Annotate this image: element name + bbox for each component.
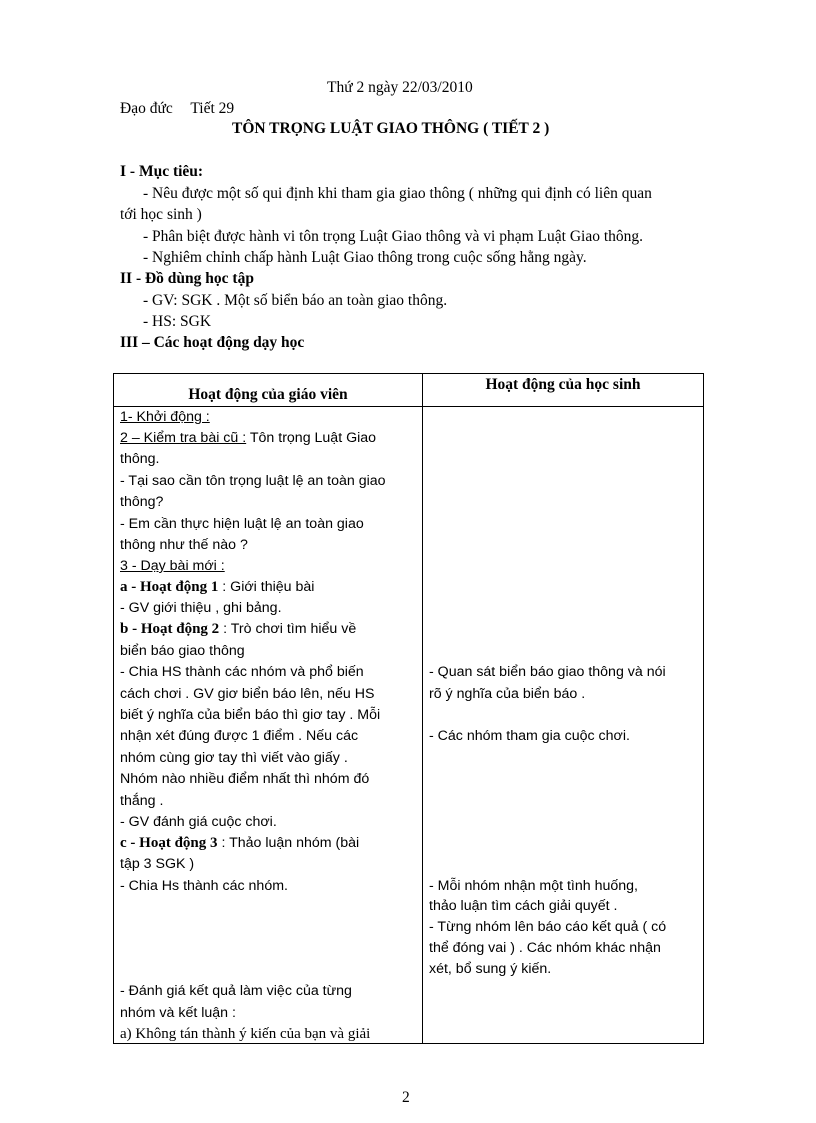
materials-heading: II - Đồ dùng học tập <box>120 270 254 287</box>
activity-desc: : Giới thiệu bài <box>218 579 315 595</box>
teacher-line: - Tại sao cần tôn trọng luật lệ an toàn giao <box>120 473 386 489</box>
teacher-line: nhận xét đúng được 1 điểm . Nếu các <box>120 728 359 744</box>
activity-label: a - Hoạt động 1 <box>120 579 219 595</box>
teacher-line: Nhóm nào nhiều điểm nhất thì nhóm đó <box>120 771 370 787</box>
teacher-line <box>120 835 359 852</box>
student-activities-cell <box>423 407 704 1044</box>
student-line: - Từng nhóm lên báo cáo kết quả ( có <box>429 919 667 935</box>
material-line: - HS: SGK <box>143 313 212 330</box>
teacher-line: tập 3 SGK ) <box>120 856 195 872</box>
subject-name: Đạo đức <box>120 100 173 117</box>
teacher-line <box>120 579 314 596</box>
subject-line <box>120 100 248 118</box>
teacher-line: biết ý nghĩa của biển báo thì giơ tay . Mỗi <box>120 707 381 723</box>
teacher-activities-cell <box>114 407 423 1044</box>
teacher-line: - Đánh giá kết quả làm việc của từng <box>120 983 352 999</box>
teacher-line: 1- Khởi động : <box>120 409 210 425</box>
review-label: 2 – Kiểm tra bài cũ : <box>120 430 247 446</box>
objectives-heading: I - Mục tiêu: <box>120 163 204 180</box>
student-line: xét, bổ sung ý kiến. <box>429 961 552 977</box>
teacher-line: - Chia Hs thành các nhóm. <box>120 878 288 894</box>
material-line: - GV: SGK . Một số biển báo an toàn giao thông. <box>143 292 448 309</box>
teacher-line <box>120 621 356 638</box>
activity-desc: : Trò chơi tìm hiểu về <box>219 621 357 637</box>
student-line: rõ ý nghĩa của biển báo . <box>429 686 586 702</box>
activity-desc: : Thảo luận nhóm (bài <box>217 835 360 851</box>
objective-line: - Nêu được một số qui định khi tham gia giao thông ( những qui định có liên quan <box>143 185 652 202</box>
objective-line: - Nghiêm chỉnh chấp hành Luật Giao thông trong cuộc sống hằng ngày. <box>143 249 587 266</box>
student-line: - Mỗi nhóm nhận một tình huống, <box>429 878 638 894</box>
teacher-line: biển báo giao thông <box>120 643 245 659</box>
page-number: 2 <box>402 1089 410 1106</box>
objective-line: tới học sinh ) <box>120 206 202 223</box>
student-line: - Quan sát biển báo giao thông và nói <box>429 664 666 680</box>
student-line: - Các nhóm tham gia cuộc chơi. <box>429 728 630 744</box>
table-header-row <box>114 374 704 407</box>
teacher-line <box>120 430 376 446</box>
teacher-line: thông? <box>120 494 164 510</box>
teacher-line: a) Không tán thành ý kiến của bạn và giải <box>120 1026 371 1042</box>
teacher-column-header: Hoạt động của giáo viên <box>114 374 423 407</box>
activities-heading: III – Các hoạt động dạy học <box>120 334 305 351</box>
review-topic: Tôn trọng Luật Giao <box>246 430 377 446</box>
student-line: thảo luận tìm cách giải quyết . <box>429 898 618 914</box>
teacher-line: thông. <box>120 451 160 467</box>
teacher-line: cách chơi . GV giơ biển báo lên, nếu HS <box>120 686 375 702</box>
student-column-header: Hoạt động của học sinh <box>423 374 704 407</box>
student-line: thể đóng vai ) . Các nhóm khác nhận <box>429 940 661 956</box>
teacher-line: nhóm cùng giơ tay thì viết vào giấy . <box>120 750 348 766</box>
lesson-title: TÔN TRỌNG LUẬT GIAO THÔNG ( TIẾT 2 ) <box>232 120 550 137</box>
activity-label: c - Hoạt động 3 <box>120 835 218 851</box>
activity-table <box>113 373 704 1044</box>
lesson-period: Tiết 29 <box>190 100 235 117</box>
teacher-line: 3 - Dạy bài mới : <box>120 558 225 574</box>
teacher-line: thắng . <box>120 793 164 809</box>
activity-label: b - Hoạt động 2 <box>120 621 220 637</box>
teacher-line: - Chia HS thành các nhóm và phổ biến <box>120 664 364 680</box>
table-body-row <box>114 407 704 1044</box>
objective-line: - Phân biệt được hành vi tôn trọng Luật Giao thông và vi phạm Luật Giao thông. <box>143 228 644 245</box>
teacher-line: nhóm và kết luận : <box>120 1005 236 1021</box>
teacher-line: - GV giới thiệu , ghi bảng. <box>120 600 282 616</box>
teacher-line: - Em cần thực hiện luật lệ an toàn giao <box>120 516 364 532</box>
teacher-line: - GV đánh giá cuộc chơi. <box>120 814 277 830</box>
lesson-date: Thứ 2 ngày 22/03/2010 <box>327 79 473 96</box>
teacher-line: thông như thế nào ? <box>120 537 248 553</box>
